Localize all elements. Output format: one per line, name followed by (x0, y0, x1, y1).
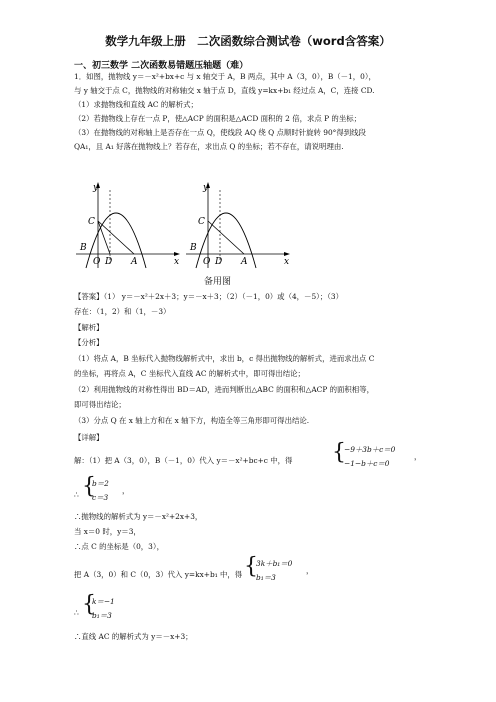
problem-line-4: （2）若抛物线上存在一点 P，使△ACP 的面积是△ACD 面积的 2 倍，求点 P 的坐标； (74, 114, 361, 123)
problem-line-3: （1）求抛物线和直线 AC 的解析式； (74, 100, 198, 109)
system-1-eq-b: −1−b＋c＝0 (344, 459, 390, 468)
figure-caption: 备用图 (204, 277, 232, 287)
analysis-line-4: 即可得出结论； (74, 400, 126, 409)
answer-line-1: 【答案】（1） y＝－x²＋2x＋3；y＝－x＋3；（2）（－1，0）或（4，－5）；（3） (74, 292, 344, 301)
therefore-1: ∴ (74, 490, 79, 499)
system-3-eq-b: b₁＝3 (256, 573, 276, 582)
system-2-eq-a: b＝2 (92, 479, 109, 488)
system-brace-2: { (82, 474, 96, 499)
x-axis-arrow (174, 252, 180, 256)
analysis-line-2: 的坐标，再将点 A，C 坐标代入直线 AC 的解析式中，即可得出结论； (74, 369, 305, 378)
detail-step-6: ∴直线 AC 的解析式为 y＝－x+3； (74, 632, 193, 641)
system-1-eq-a: −9＋3b＋c＝0 (344, 445, 396, 454)
figure-backup-graph (184, 180, 294, 270)
comma-2: ， (122, 486, 130, 495)
label-d: D (105, 257, 113, 267)
therefore-2: ∴ (74, 608, 79, 617)
label-b: B (190, 243, 197, 253)
label-b: B (80, 243, 87, 253)
comma-3: ， (306, 566, 314, 575)
label-y: y (203, 183, 209, 193)
x-axis-arrow (284, 252, 290, 256)
system-brace-1: { (332, 440, 346, 465)
answer-line-2: 存在：（1，2）和（1，－3） (74, 307, 171, 316)
segment-cd (98, 221, 110, 254)
label-a: A (131, 257, 138, 267)
label-o: O (203, 257, 211, 267)
detail-step-4: ∴点 C 的坐标是（0，3）， (74, 542, 164, 551)
line-ac (98, 221, 134, 254)
figure-main-graph (74, 180, 184, 270)
system-brace-3: { (244, 554, 258, 579)
analysis-line-1: （1）将点 A，B 坐标代入抛物线解析式中，求出 b，c 得出抛物线的解析式，进而求出点 C (74, 354, 375, 363)
system-3-eq-a: 3k＋b₁＝0 (256, 559, 293, 568)
label-d: D (215, 257, 223, 267)
detail-step-3: 当 x＝0 时，y＝3， (74, 527, 141, 536)
page-title: 数学九年级上册 二次函数综合测试卷（word含答案） (105, 34, 391, 48)
system-4-eq-b: b₁＝3 (92, 611, 112, 620)
system-2-eq-b: c＝3 (92, 493, 109, 502)
section-heading: 一、初三数学 二次函数易错题压轴题（难） (74, 61, 249, 71)
detail-step-2: ∴抛物线的解析式为 y＝－x²+2x+3， (74, 512, 203, 521)
analysis-heading-2: 【分析】 (74, 338, 104, 347)
label-c: C (198, 217, 205, 227)
problem-line-6: QA₁，且 A₁ 好落在抛物线上？若存在，求出点 Q 的坐标；若不存在，请说明理由. (74, 142, 344, 151)
comma-1: ， (414, 452, 422, 461)
problem-line-5: （3）在抛物线的对称轴上是否存在一点 Q，使线段 AQ 绕 Q 点顺时针旋转 90°得到线段 (74, 128, 366, 137)
system-brace-4: { (82, 592, 96, 617)
label-c: C (88, 217, 95, 227)
detail-step-1: 解：（1）把 A（3，0），B（－1，0）代入 y＝－x²+bc+c 中，得 (74, 456, 293, 465)
analysis-line-3: （2）利用抛物线的对称性得出 BD＝AD，进而判断出△ABC 的面积和△ACP 的面积相等， (74, 385, 374, 394)
problem-line-1: 1．如图，抛物线 y＝－x²+bx+c 与 x 轴交于 A，B 两点，其中 A（3，0），B（－1，0）， (74, 72, 376, 81)
label-a: A (241, 257, 248, 267)
label-y: y (93, 183, 99, 193)
analysis-line-5: （3）分点 Q 在 x 轴上方和在 x 轴下方，构造全等三角形即可得出结论. (74, 416, 310, 425)
detail-step-5: 把 A（3，0）和 C（0，3）代入 y=kx+b₁ 中，得 (74, 570, 243, 579)
label-o: O (93, 257, 101, 267)
analysis-heading-1: 【解析】 (74, 323, 104, 332)
line-ac (208, 221, 244, 254)
problem-line-2: 与 y 轴交于点 C，抛物线的对称轴交 x 轴于点 D，直线 y=kx+b₁ 经过点 A，C，连接 CD. (74, 86, 375, 95)
label-x: x (284, 257, 290, 267)
label-x: x (174, 257, 180, 267)
system-4-eq-a: k＝−1 (92, 597, 115, 606)
detail-heading: 【详解】 (74, 433, 104, 442)
